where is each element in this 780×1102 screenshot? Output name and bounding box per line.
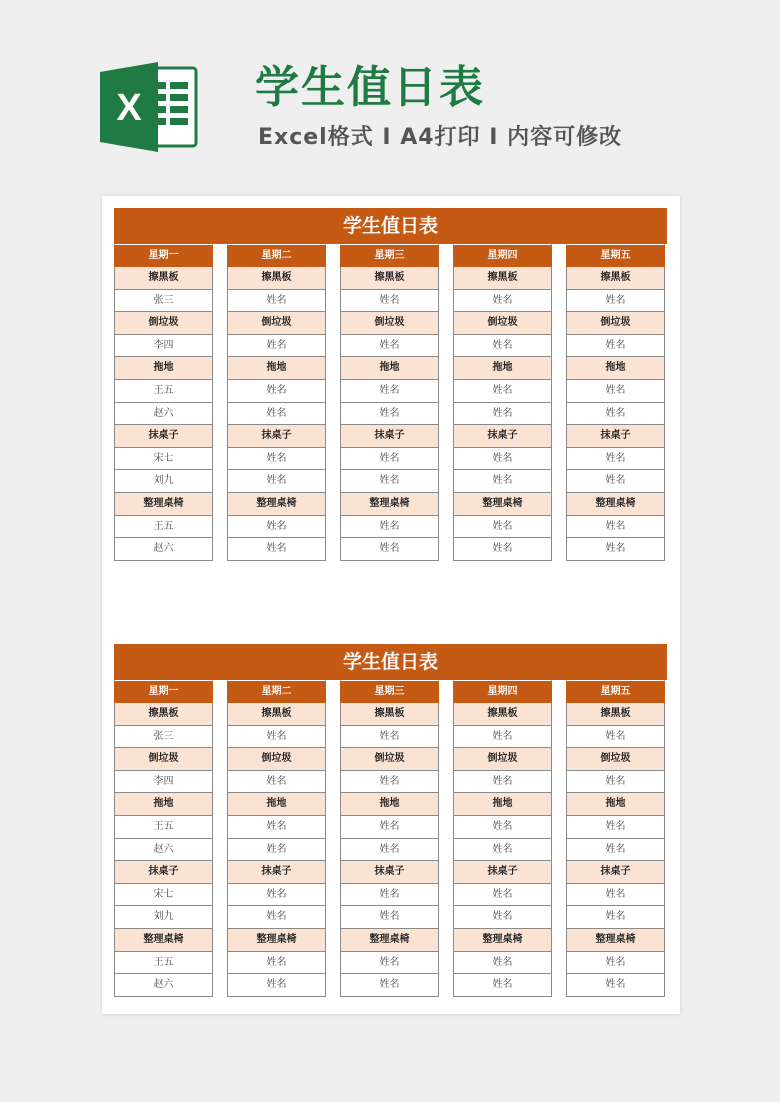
day-column xyxy=(566,680,665,997)
task-cell[interactable]: 倒垃圾 xyxy=(566,748,665,771)
name-cell[interactable]: 姓名 xyxy=(340,448,439,471)
name-cell[interactable]: 姓名 xyxy=(453,448,552,471)
task-cell[interactable]: 整理桌椅 xyxy=(227,493,326,516)
day-column xyxy=(453,680,552,997)
name-cell[interactable]: 姓名 xyxy=(340,952,439,975)
duty-table-title: 学生值日表 xyxy=(114,644,667,680)
name-cell[interactable]: 姓名 xyxy=(566,884,665,907)
task-cell[interactable]: 倒垃圾 xyxy=(114,312,213,335)
name-cell[interactable]: 姓名 xyxy=(453,380,552,403)
name-cell[interactable]: 姓名 xyxy=(340,839,439,862)
task-cell[interactable]: 抹桌子 xyxy=(453,861,552,884)
day-header: 星期二 xyxy=(227,680,326,703)
name-cell[interactable]: 赵六 xyxy=(114,839,213,862)
name-cell[interactable]: 姓名 xyxy=(227,839,326,862)
name-cell[interactable]: 宋七 xyxy=(114,884,213,907)
day-column xyxy=(340,244,439,561)
task-cell[interactable]: 整理桌椅 xyxy=(566,493,665,516)
task-cell[interactable]: 倒垃圾 xyxy=(340,748,439,771)
task-cell[interactable]: 擦黑板 xyxy=(114,703,213,726)
name-cell[interactable]: 姓名 xyxy=(566,403,665,426)
task-cell[interactable]: 抹桌子 xyxy=(340,861,439,884)
task-cell[interactable]: 拖地 xyxy=(114,357,213,380)
name-cell[interactable]: 姓名 xyxy=(227,380,326,403)
page-subtitle: Excel格式 I A4打印 I 内容可修改 xyxy=(258,125,623,150)
name-cell[interactable]: 姓名 xyxy=(340,906,439,929)
task-cell[interactable]: 整理桌椅 xyxy=(453,929,552,952)
task-cell[interactable]: 倒垃圾 xyxy=(227,748,326,771)
name-cell[interactable]: 姓名 xyxy=(340,516,439,539)
day-column xyxy=(453,244,552,561)
name-cell[interactable]: 姓名 xyxy=(227,906,326,929)
page-title: 学生值日表 xyxy=(255,62,485,113)
name-cell[interactable]: 李四 xyxy=(114,771,213,794)
task-cell[interactable]: 整理桌椅 xyxy=(566,929,665,952)
name-cell[interactable]: 刘九 xyxy=(114,906,213,929)
excel-logo-letter: X xyxy=(116,87,142,129)
task-cell[interactable]: 倒垃圾 xyxy=(453,748,552,771)
task-cell[interactable]: 整理桌椅 xyxy=(340,493,439,516)
task-cell[interactable]: 整理桌椅 xyxy=(114,493,213,516)
task-cell[interactable]: 拖地 xyxy=(227,793,326,816)
name-cell[interactable]: 姓名 xyxy=(227,538,326,561)
name-cell[interactable]: 姓名 xyxy=(227,403,326,426)
task-cell[interactable]: 倒垃圾 xyxy=(114,748,213,771)
name-cell[interactable]: 姓名 xyxy=(227,974,326,997)
task-cell[interactable]: 擦黑板 xyxy=(227,267,326,290)
name-cell[interactable]: 姓名 xyxy=(340,771,439,794)
task-cell[interactable]: 抹桌子 xyxy=(114,861,213,884)
name-cell[interactable]: 姓名 xyxy=(340,335,439,358)
task-cell[interactable]: 倒垃圾 xyxy=(340,312,439,335)
task-cell[interactable]: 抹桌子 xyxy=(566,861,665,884)
name-cell[interactable]: 刘九 xyxy=(114,470,213,493)
day-column xyxy=(566,244,665,561)
task-cell[interactable]: 擦黑板 xyxy=(227,703,326,726)
task-cell[interactable]: 拖地 xyxy=(340,793,439,816)
name-cell[interactable]: 姓名 xyxy=(566,290,665,313)
name-cell[interactable]: 赵六 xyxy=(114,403,213,426)
name-cell[interactable]: 姓名 xyxy=(566,952,665,975)
task-cell[interactable]: 拖地 xyxy=(114,793,213,816)
name-cell[interactable]: 姓名 xyxy=(566,771,665,794)
day-column xyxy=(114,680,213,997)
task-cell[interactable]: 拖地 xyxy=(340,357,439,380)
name-cell[interactable]: 王五 xyxy=(114,516,213,539)
day-column xyxy=(227,244,326,561)
name-cell[interactable]: 姓名 xyxy=(340,538,439,561)
task-cell[interactable]: 抹桌子 xyxy=(227,425,326,448)
day-column xyxy=(227,680,326,997)
name-cell[interactable]: 张三 xyxy=(114,290,213,313)
day-header: 星期五 xyxy=(566,244,665,267)
name-cell[interactable]: 姓名 xyxy=(453,771,552,794)
day-header: 星期二 xyxy=(227,244,326,267)
name-cell[interactable]: 姓名 xyxy=(340,884,439,907)
day-column xyxy=(340,680,439,997)
day-header: 星期一 xyxy=(114,680,213,703)
name-cell[interactable]: 姓名 xyxy=(566,726,665,749)
name-cell[interactable]: 姓名 xyxy=(227,952,326,975)
task-cell[interactable]: 拖地 xyxy=(566,793,665,816)
name-cell[interactable]: 姓名 xyxy=(340,816,439,839)
task-cell[interactable]: 擦黑板 xyxy=(453,267,552,290)
duty-table-title: 学生值日表 xyxy=(114,208,667,244)
day-header: 星期一 xyxy=(114,244,213,267)
name-cell[interactable]: 赵六 xyxy=(114,974,213,997)
name-cell[interactable]: 姓名 xyxy=(227,726,326,749)
task-cell[interactable]: 拖地 xyxy=(453,793,552,816)
day-header: 星期五 xyxy=(566,680,665,703)
task-cell[interactable]: 整理桌椅 xyxy=(227,929,326,952)
name-cell[interactable]: 宋七 xyxy=(114,448,213,471)
name-cell[interactable]: 姓名 xyxy=(453,952,552,975)
name-cell[interactable]: 姓名 xyxy=(453,726,552,749)
task-cell[interactable]: 拖地 xyxy=(453,357,552,380)
name-cell[interactable]: 姓名 xyxy=(566,380,665,403)
task-cell[interactable]: 倒垃圾 xyxy=(566,312,665,335)
name-cell[interactable]: 姓名 xyxy=(340,974,439,997)
day-header: 星期三 xyxy=(340,244,439,267)
task-cell[interactable]: 整理桌椅 xyxy=(453,493,552,516)
name-cell[interactable]: 姓名 xyxy=(453,403,552,426)
name-cell[interactable]: 姓名 xyxy=(453,816,552,839)
name-cell[interactable]: 姓名 xyxy=(340,403,439,426)
name-cell[interactable]: 姓名 xyxy=(566,816,665,839)
task-cell[interactable]: 整理桌椅 xyxy=(114,929,213,952)
task-cell[interactable]: 擦黑板 xyxy=(340,267,439,290)
name-cell[interactable]: 姓名 xyxy=(227,884,326,907)
name-cell[interactable]: 姓名 xyxy=(227,290,326,313)
document-page xyxy=(102,196,680,1014)
name-cell[interactable]: 李四 xyxy=(114,335,213,358)
name-cell[interactable]: 姓名 xyxy=(453,290,552,313)
name-cell[interactable]: 姓名 xyxy=(566,906,665,929)
name-cell[interactable]: 姓名 xyxy=(453,839,552,862)
day-header: 星期四 xyxy=(453,244,552,267)
name-cell[interactable]: 姓名 xyxy=(227,335,326,358)
name-cell[interactable]: 姓名 xyxy=(227,816,326,839)
name-cell[interactable]: 赵六 xyxy=(114,538,213,561)
task-cell[interactable]: 抹桌子 xyxy=(227,861,326,884)
name-cell[interactable]: 姓名 xyxy=(566,448,665,471)
name-cell[interactable]: 姓名 xyxy=(227,448,326,471)
name-cell[interactable]: 姓名 xyxy=(566,516,665,539)
task-cell[interactable]: 擦黑板 xyxy=(453,703,552,726)
name-cell[interactable]: 姓名 xyxy=(453,974,552,997)
name-cell[interactable]: 姓名 xyxy=(340,290,439,313)
task-cell[interactable]: 拖地 xyxy=(227,357,326,380)
task-cell[interactable]: 擦黑板 xyxy=(340,703,439,726)
name-cell[interactable]: 张三 xyxy=(114,726,213,749)
task-cell[interactable]: 抹桌子 xyxy=(114,425,213,448)
name-cell[interactable]: 王五 xyxy=(114,380,213,403)
name-cell[interactable]: 姓名 xyxy=(340,726,439,749)
task-cell[interactable]: 抹桌子 xyxy=(453,425,552,448)
task-cell[interactable]: 抹桌子 xyxy=(566,425,665,448)
name-cell[interactable]: 姓名 xyxy=(227,516,326,539)
name-cell[interactable]: 姓名 xyxy=(453,516,552,539)
task-cell[interactable]: 擦黑板 xyxy=(566,267,665,290)
name-cell[interactable]: 姓名 xyxy=(453,906,552,929)
day-header: 星期三 xyxy=(340,680,439,703)
name-cell[interactable]: 姓名 xyxy=(566,470,665,493)
task-cell[interactable]: 倒垃圾 xyxy=(453,312,552,335)
name-cell[interactable]: 王五 xyxy=(114,952,213,975)
task-cell[interactable]: 抹桌子 xyxy=(340,425,439,448)
task-cell[interactable]: 整理桌椅 xyxy=(340,929,439,952)
name-cell[interactable]: 姓名 xyxy=(566,974,665,997)
name-cell[interactable]: 姓名 xyxy=(227,771,326,794)
name-cell[interactable]: 姓名 xyxy=(453,335,552,358)
name-cell[interactable]: 姓名 xyxy=(566,839,665,862)
page-header xyxy=(0,0,780,190)
name-cell[interactable]: 姓名 xyxy=(453,538,552,561)
task-cell[interactable]: 拖地 xyxy=(566,357,665,380)
name-cell[interactable]: 姓名 xyxy=(453,884,552,907)
day-column xyxy=(114,244,213,561)
task-cell[interactable]: 倒垃圾 xyxy=(227,312,326,335)
excel-icon xyxy=(100,62,198,152)
name-cell[interactable]: 姓名 xyxy=(340,380,439,403)
name-cell[interactable]: 姓名 xyxy=(566,538,665,561)
name-cell[interactable]: 姓名 xyxy=(566,335,665,358)
name-cell[interactable]: 姓名 xyxy=(340,470,439,493)
day-header: 星期四 xyxy=(453,680,552,703)
task-cell[interactable]: 擦黑板 xyxy=(566,703,665,726)
name-cell[interactable]: 姓名 xyxy=(227,470,326,493)
name-cell[interactable]: 王五 xyxy=(114,816,213,839)
name-cell[interactable]: 姓名 xyxy=(453,470,552,493)
task-cell[interactable]: 擦黑板 xyxy=(114,267,213,290)
